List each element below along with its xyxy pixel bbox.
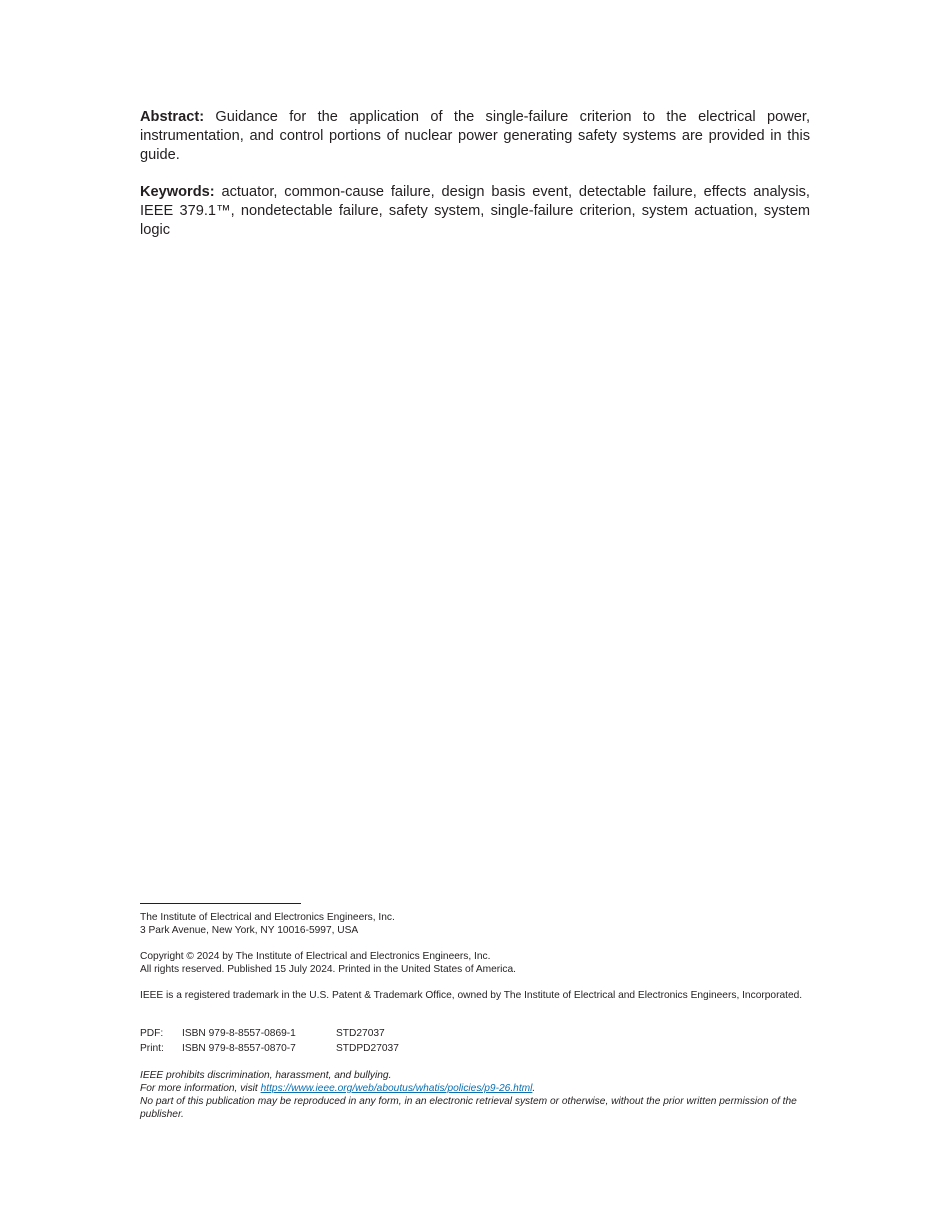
footer-divider (140, 903, 301, 904)
legal-notice (140, 1069, 815, 1121)
policy-statement: IEEE prohibits discrimination, harassment, and bullying. (140, 1070, 392, 1081)
trademark-text: IEEE is a registered trademark in the U.S. Patent & Trademark Office, owned by The Institute of Electrical and Electronics Engineers, Incorporated. (140, 990, 803, 1001)
more-info-line (140, 1082, 815, 1095)
keywords-text: actuator, common-cause failure, design basis event, detectable failure, effects analysis, IEEE 379.1™, nondetectable failure, safety system, single-failure criterion, system actuation, system logic (140, 184, 810, 238)
keywords-paragraph (140, 183, 810, 240)
isbn-row-print (140, 1042, 820, 1057)
isbn-block (140, 1027, 820, 1057)
isbn-format: Print: (140, 1043, 164, 1054)
keywords-label: Keywords: (140, 184, 215, 200)
isbn-format: PDF: (140, 1028, 164, 1039)
publisher-name: The Institute of Electrical and Electronics Engineers, Inc. (140, 912, 395, 923)
more-info-suffix: . (532, 1083, 536, 1094)
abstract-label: Abstract: (140, 109, 205, 125)
abstract-text: Guidance for the application of the single-failure criterion to the electrical power, instrumentation, and control portions of nuclear power generating safety systems are provided in this guide. (140, 109, 810, 163)
publisher-info (140, 911, 820, 937)
publisher-address: 3 Park Avenue, New York, NY 10016-5997, USA (140, 925, 359, 936)
copyright-block (140, 950, 820, 976)
isbn-number: ISBN 979-8-8557-0870-7 (182, 1043, 296, 1054)
isbn-code: STDPD27037 (336, 1043, 399, 1054)
copyright-notice: Copyright © 2024 by The Institute of Electrical and Electronics Engineers, Inc. (140, 951, 491, 962)
isbn-row-pdf (140, 1027, 820, 1042)
isbn-number: ISBN 979-8-8557-0869-1 (182, 1028, 296, 1039)
trademark-notice (140, 989, 810, 1002)
policy-link[interactable]: https://www.ieee.org/web/aboutus/whatis/policies/p9-26.html (260, 1083, 533, 1094)
rights-notice: All rights reserved. Published 15 July 2024. Printed in the United States of America. (140, 964, 517, 975)
more-info-prefix: For more information, visit (140, 1083, 261, 1094)
reproduction-notice: No part of this publication may be reproduced in any form, in an electronic retrieval system or otherwise, without the prior written permission of the publisher. (140, 1096, 797, 1120)
isbn-code: STD27037 (336, 1028, 385, 1039)
abstract-paragraph (140, 108, 810, 165)
